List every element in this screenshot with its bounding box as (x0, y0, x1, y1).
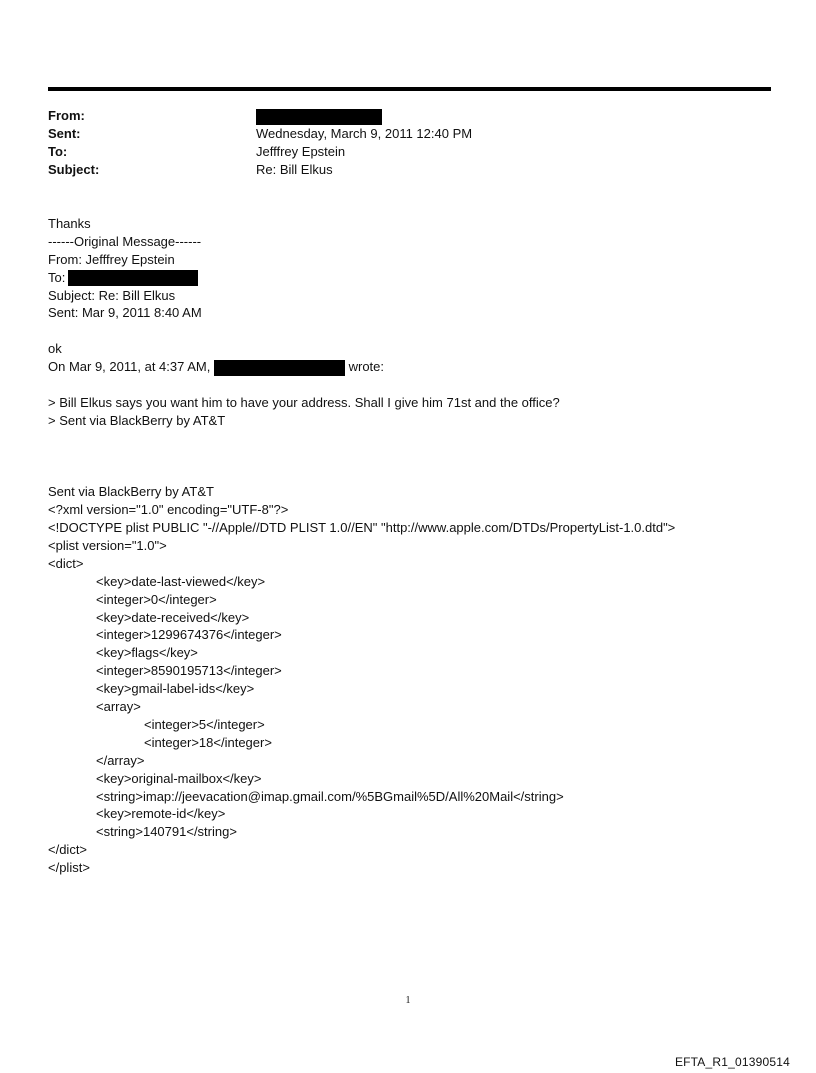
on-prefix: On Mar 9, 2011, at 4:37 AM, (48, 359, 211, 375)
body-line: Sent: Mar 9, 2011 8:40 AM (48, 305, 202, 321)
sent-label: Sent: (48, 126, 81, 141)
plist-line: <integer>0</integer> (96, 591, 217, 607)
redaction-box (68, 270, 198, 286)
blank-line (48, 376, 788, 394)
from-label: From: (48, 108, 85, 123)
plist-line: <string>140791</string> (96, 824, 237, 840)
blank-line (48, 322, 788, 340)
redaction-box (214, 360, 345, 376)
subject-value: Re: Bill Elkus (256, 162, 333, 177)
redaction-box (256, 109, 382, 125)
plist-line: <integer>5</integer> (144, 716, 265, 732)
on-wrote-line (48, 358, 788, 376)
plist-line: <key>gmail-label-ids</key> (96, 681, 255, 697)
quote-line: > Sent via BlackBerry by AT&T (48, 412, 226, 428)
body-line: Sent via BlackBerry by AT&T (48, 484, 214, 500)
blank-line (48, 465, 788, 483)
blank-line (48, 430, 788, 448)
page-number: 1 (405, 995, 411, 1006)
subject-label: Subject: (48, 162, 100, 177)
email-body (48, 215, 788, 877)
plist-line: <string>imap://jeevacation@imap.gmail.com/%5BGmail%5D/All%20Mail</string> (96, 788, 564, 804)
plist-line: <key>date-received</key> (96, 609, 250, 625)
body-line: ------Original Message------ (48, 233, 202, 249)
body-line: Subject: Re: Bill Elkus (48, 287, 176, 303)
body-line: From: Jefffrey Epstein (48, 251, 175, 267)
sent-row (48, 125, 748, 143)
plist-line: </array> (96, 752, 145, 768)
plist-line: <plist version="1.0"> (48, 538, 167, 554)
to-value: Jefffrey Epstein (256, 144, 346, 159)
plist-line: <?xml version="1.0" encoding="UTF-8"?> (48, 502, 289, 518)
plist-line: <dict> (48, 555, 84, 571)
plist-line: <integer>18</integer> (144, 734, 272, 750)
plist-line: <key>flags</key> (96, 645, 198, 661)
document-id: EFTA_R1_01390514 (674, 1055, 790, 1069)
orig-to-line (48, 269, 788, 287)
plist-line: <!DOCTYPE plist PUBLIC "-//Apple//DTD PLIST 1.0//EN" "http://www.apple.com/DTDs/PropertyList-1.0.dtd"> (48, 520, 676, 536)
plist-line: <key>remote-id</key> (96, 806, 226, 822)
plist-line: <integer>1299674376</integer> (96, 627, 282, 643)
blank-line (48, 448, 788, 466)
email-header (48, 107, 748, 179)
from-value-redacted (256, 107, 382, 125)
plist-line: <integer>8590195713</integer> (96, 663, 282, 679)
plist-line: <array> (96, 699, 141, 715)
orig-to-label: To: (48, 269, 66, 285)
on-suffix: wrote: (348, 359, 385, 375)
plist-line: </plist> (48, 860, 90, 876)
to-row (48, 143, 748, 161)
plist-line: </dict> (48, 842, 88, 858)
header-rule (48, 87, 771, 91)
from-row (48, 107, 748, 125)
body-line: Thanks (48, 216, 91, 231)
plist-line: <key>original-mailbox</key> (96, 770, 262, 786)
to-label: To: (48, 144, 68, 159)
sent-value: Wednesday, March 9, 2011 12:40 PM (256, 126, 473, 141)
plist-line: <key>date-last-viewed</key> (96, 573, 266, 589)
body-line: ok (48, 341, 62, 357)
subject-row (48, 161, 748, 179)
quote-line: > Bill Elkus says you want him to have your address. Shall I give him 71st and the office? (48, 394, 560, 410)
